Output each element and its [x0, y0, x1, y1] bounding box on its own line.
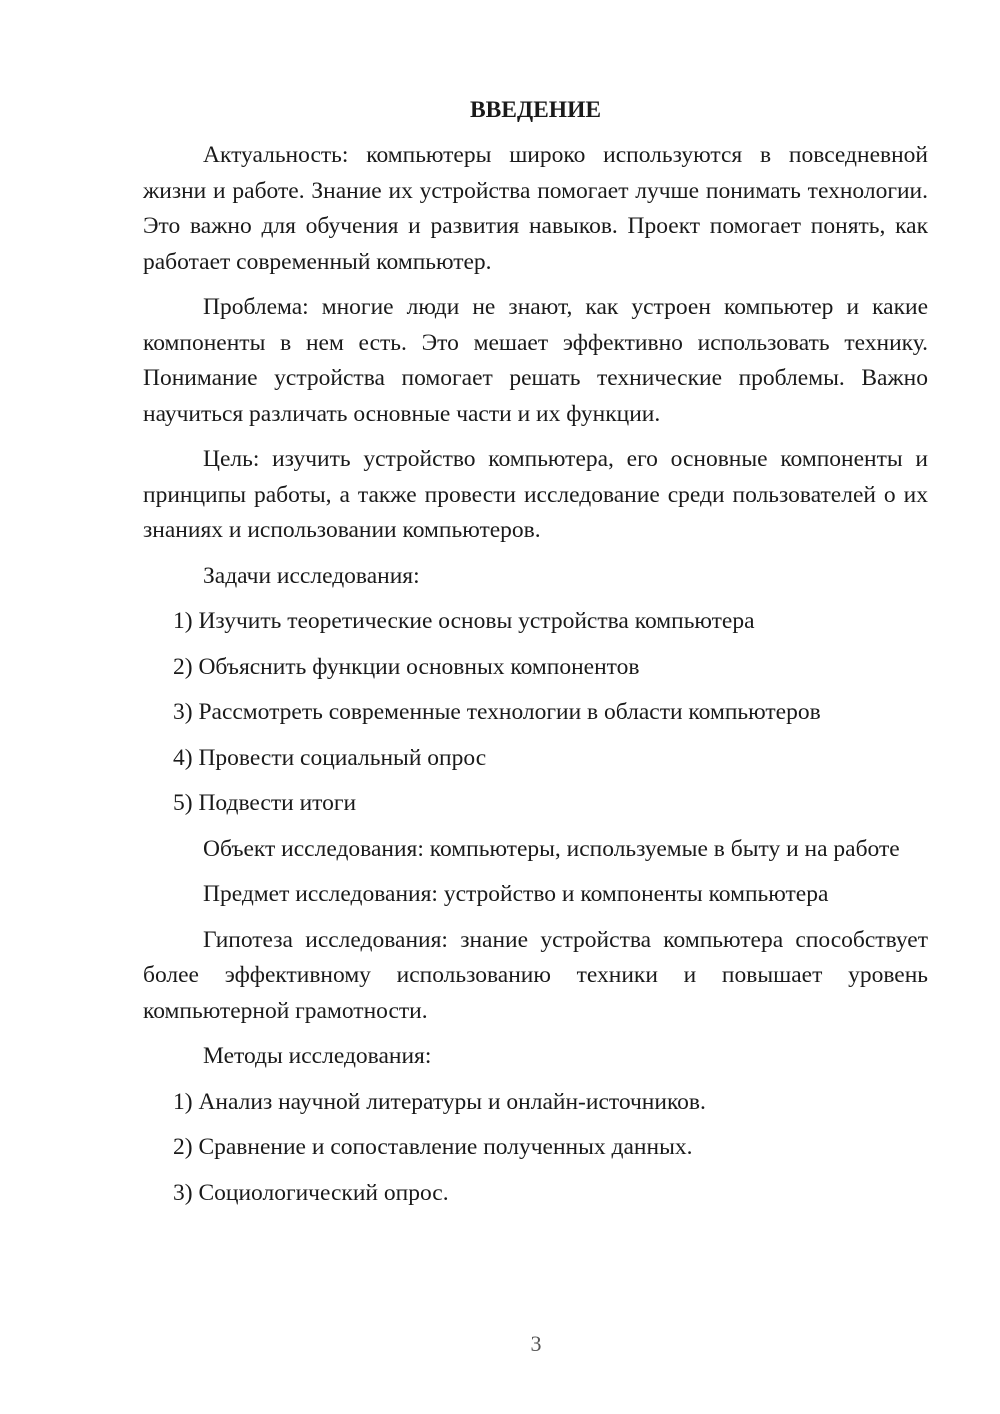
- task-item: 3) Рассмотреть современные технологии в области компьютеров: [173, 699, 821, 725]
- task-item: 1) Изучить теоретические основы устройства компьютера: [173, 608, 755, 634]
- task-item: 5) Подвести итоги: [173, 790, 357, 816]
- task-item: 2) Объяснить функции основных компонентов: [173, 653, 640, 680]
- page-number: 3: [530, 1331, 542, 1356]
- problem-paragraph: Проблема: многие люди не знают, как устроен компьютер и какие компоненты в нем есть. Это мешает эффективно использовать технику. Понимание устройства помогает решать технические проблемы. Важно научиться различать основные части и их функции.: [143, 294, 928, 427]
- methods-list: [143, 1085, 928, 1212]
- goal-paragraph: Цель: изучить устройство компьютера, его основные компоненты и принципы работы, а также провести исследование среди пользователей о их знаниях и использовании компьютеров.: [143, 446, 928, 543]
- section-title: ВВЕДЕНИЕ: [469, 97, 602, 123]
- document-page: [143, 92, 928, 1221]
- tasks-list: [143, 604, 928, 822]
- task-item: 4) Провести социальный опрос: [173, 744, 487, 771]
- methods-heading: Методы исследования:: [203, 1043, 432, 1069]
- method-item: 1) Анализ научной литературы и онлайн-источников.: [173, 1088, 706, 1115]
- subject-paragraph: Предмет исследования: устройство и компоненты компьютера: [203, 881, 829, 907]
- method-item: 3) Социологический опрос.: [173, 1179, 449, 1206]
- tasks-heading: Задачи исследования:: [203, 562, 420, 589]
- relevance-paragraph: Актуальность: компьютеры широко используются в повседневной жизни и работе. Знание их устройства помогает лучше понимать технологии. Это важно для обучения и развития навыков. Проект помогает понять, как работает современный компьютер.: [143, 142, 928, 275]
- method-item: 2) Сравнение и сопоставление полученных данных.: [173, 1134, 693, 1160]
- hypothesis-paragraph: Гипотеза исследования: знание устройства компьютера способствует более эффективному использованию техники и повышает уровень компьютерной грамотности.: [143, 926, 928, 1024]
- object-paragraph: Объект исследования: компьютеры, используемые в быту и на работе: [203, 835, 900, 862]
